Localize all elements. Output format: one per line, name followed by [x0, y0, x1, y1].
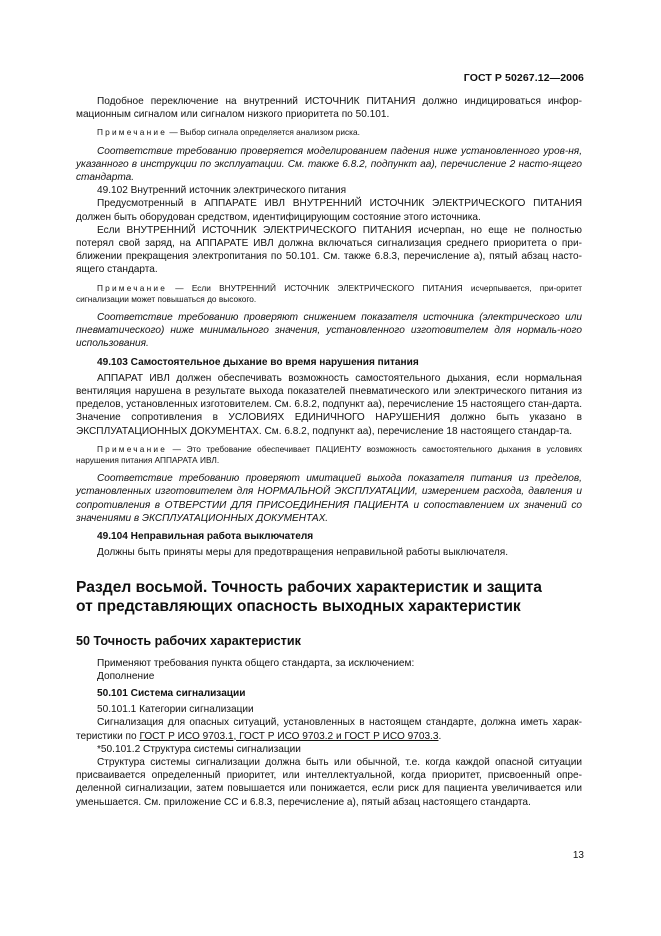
clause-heading: 50.101.1 Категории сигнализации [97, 704, 254, 716]
standard-reference-link[interactable]: ГОСТ Р ИСО 9703.1, ГОСТ Р ИСО 9703.2 и ГОСТ Р ИСО 9703.3 [139, 730, 439, 742]
clause-heading: 49.103 Самостоятельное дыхание во время нарушения питания [97, 356, 419, 368]
note [76, 127, 582, 138]
note-text: — Выбор сигнала определяется анализом риска. [169, 127, 360, 138]
note-label: Примечание [97, 282, 168, 293]
paragraph: Применяют требования пункта общего стандарта, за исключением: [97, 657, 415, 669]
paragraph: Если ВНУТРЕННИЙ ИСТОЧНИК ЭЛЕКТРИЧЕСКОГО ПИТАНИЯ исчерпан, но еще не полностью потерял свой заряд, на АППАРАТЕ ИВЛ должна включаться сигнализация среднего приоритета о при-ближении прекращения электропитания по 50.101. См. также 6.8.3, перечисление а), пятый абзац насто-ящего стандарта. [76, 224, 582, 276]
clause-heading: 50 Точность рабочих характеристик [76, 633, 301, 648]
paragraph: Дополнение [97, 670, 155, 682]
paragraph: АППАРАТ ИВЛ должен обеспечивать возможность самостоятельного дыхания, если нормальная вентиляция нарушена в результате выхода показателей пневматического или электрического питания из пределов, установленных изготовителем. См. 6.8.2, подпункт аа), перечисление 15 настоящего стан-дарта. Значение сопротивления в УСЛОВИЯХ ЕДИНИЧНОГО НАРУШЕНИЯ должно быть указано в ЭКСПЛУАТАЦИОННЫХ ДОКУМЕНТАХ. См. 6.8.2, подпункт аа), перечисление 18 настоящего стандар-та. [76, 372, 582, 437]
paragraph [76, 716, 582, 742]
note [76, 444, 582, 466]
note-label: Примечание [97, 443, 168, 454]
paragraph: Предусмотренный в АППАРАТЕ ИВЛ ВНУТРЕННИЙ ИСТОЧНИК ЭЛЕКТРИЧЕСКОГО ПИТАНИЯ должен быть оборудован средством, идентифицирующим состояние этого источника. [76, 198, 582, 223]
note-text: — Это требование обеспечивает ПАЦИЕНТУ возможность самостоятельного дыхания в условиях нарушения питания АППАРАТА ИВЛ. [76, 443, 583, 466]
clause-heading: 49.104 Неправильная работа выключателя [97, 531, 314, 543]
section-title [76, 578, 582, 616]
text-run: . [438, 730, 442, 742]
paragraph: Должны быть приняты меры для предотвращения неправильной работы выключателя. [97, 547, 509, 559]
note-text: — Если ВНУТРЕННИЙ ИСТОЧНИК ЭЛЕКТРИЧЕСКОГО ПИТАНИЯ исчерпывается, при-оритет сигнализации может повышаться до высокого. [76, 282, 582, 304]
text-run: Сигнализация для опасных ситуаций, установленных в настоящем стандарте, должна иметь харак-теристики по [76, 717, 582, 742]
page-content [76, 95, 582, 809]
clause-heading: *50.101.2 Структура системы сигнализации [97, 743, 301, 755]
section-title-line: Раздел восьмой. Точность рабочих характеристик и защита [76, 578, 542, 596]
note [76, 283, 582, 305]
compliance-paragraph: Соответствие требованию проверяется моделированием падения ниже установленного уров-ня, указанного в инструкции по эксплуатации. См. также 6.8.2, подпункт аа), перечисление 2 насто-ящего стандарта. [76, 145, 582, 184]
document-header: ГОСТ Р 50267.12—2006 [463, 72, 584, 84]
note-label: Примечание [97, 127, 168, 138]
clause-heading: 49.102 Внутренний источник электрического питания [97, 185, 347, 197]
paragraph: Подобное переключение на внутренний ИСТОЧНИК ПИТАНИЯ должно индицироваться инфор-мационным сигналом или сигналом низкого приоритета по 50.101. [76, 96, 582, 121]
compliance-paragraph: Соответствие требованию проверяют снижением показателя источника (электрического или пневматического) ниже минимального значения, установленного изготовителем для нормаль-ного использования. [76, 312, 582, 350]
section-title-line: от представляющих опасность выходных характеристик [76, 597, 521, 615]
page-number: 13 [572, 850, 584, 861]
compliance-paragraph: Соответствие требованию проверяют имитацией выхода показателя питания из пределов, установленных изготовителем для НОРМАЛЬНОЙ ЭКСПЛУАТАЦИИ, измерением расхода, давления и сопротивления в ОТВЕРСТИИ ДЛЯ ПРИСОЕДИНЕНИЯ ПАЦИЕНТА и сопоставлением их значений со значениями в ЭКСПЛУАТАЦИОННЫХ ДОКУМЕНТАХ. [76, 473, 582, 524]
paragraph: Структура системы сигнализации должна быть или обычной, т.е. когда каждой опасной ситуации присваивается определенный приоритет, или интеллектуальной, когда приоритет, присвоенный опре-деленной сигнализации, затем повышается или понижается, если риск для пациента увеличивается или уменьшается. См. приложение СС и 6.8.3, перечисление а), пятый абзац настоящего стандарта. [76, 756, 582, 808]
clause-heading: 50.101 Система сигнализации [97, 687, 246, 699]
